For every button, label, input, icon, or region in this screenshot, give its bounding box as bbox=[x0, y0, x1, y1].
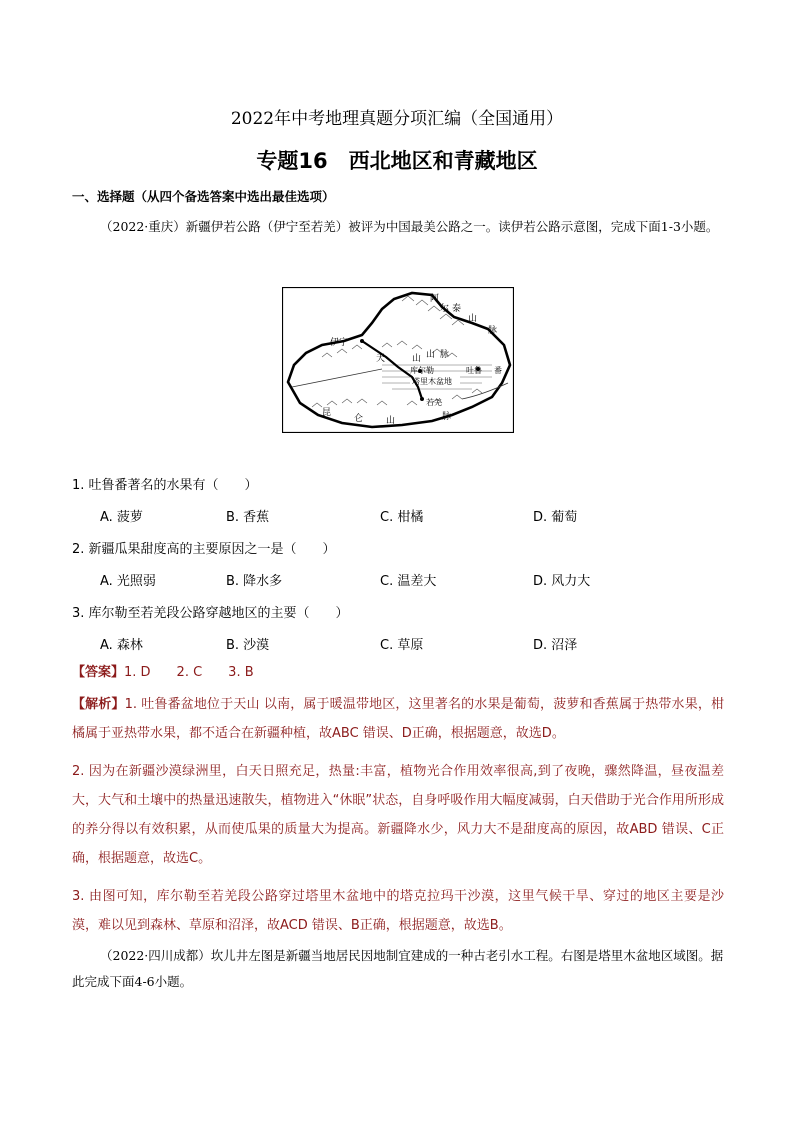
q3-option-a[interactable]: A. 森林 bbox=[100, 638, 143, 653]
map-label-kun: 昆 bbox=[322, 408, 332, 418]
analysis-tag: 【解析】 bbox=[72, 697, 125, 712]
analysis-paragraph-3: 3. 由图可知，库尔勒至若羌段公路穿过塔里木盆地中的塔克拉玛干沙漠，这里气候干旱、穿过的地区主要是沙漠，难以见到森林、草原和沼泽，故ACD 错误、B正确，根据题意，故选B。 bbox=[72, 889, 724, 933]
map-label-shan1: 山 bbox=[468, 314, 478, 324]
q2-option-b[interactable]: B. 降水多 bbox=[226, 574, 283, 589]
question-intro-4-6: （2022·四川成都）坎儿井左图是新疆当地居民因地制宜建成的一种古老引水工程。右图是塔里木盆地区域图。据此完成下面4-6小题。 bbox=[72, 948, 724, 989]
map-label-tulufan: 吐鲁 bbox=[466, 366, 482, 375]
map-label-shan2: 山 bbox=[412, 354, 422, 364]
answer-block bbox=[72, 658, 724, 687]
map-label-yining: 伊宁 bbox=[330, 338, 349, 348]
q1-option-a[interactable]: A. 菠萝 bbox=[100, 510, 143, 525]
q1-option-b[interactable]: B. 香蕉 bbox=[226, 510, 270, 525]
question-3: 3. 库尔勒至若羌段公路穿越地区的主要（ ） bbox=[72, 606, 349, 621]
question-1: 1. 吐鲁番著名的水果有（ ） bbox=[72, 478, 258, 493]
map-label-shan4: 山 bbox=[386, 416, 396, 426]
answer-tag: 【答案】 bbox=[72, 665, 125, 680]
topic-title: 专题16 西北地区和青藏地区 bbox=[256, 149, 538, 173]
q2-option-d[interactable]: D. 风力大 bbox=[533, 574, 591, 589]
map-label-lun: 仑 bbox=[354, 414, 364, 424]
map-label-shan3: 山 bbox=[426, 350, 436, 360]
question-2: 2. 新疆瓜果甜度高的主要原因之一是（ ） bbox=[72, 542, 336, 557]
q2-option-a[interactable]: A. 光照弱 bbox=[100, 574, 156, 589]
map-label-a: 阿 bbox=[430, 294, 440, 304]
q3-option-c[interactable]: C. 草原 bbox=[380, 638, 424, 653]
answer-text: 1. D 2. C 3. B bbox=[124, 665, 254, 680]
analysis-paragraph-1 bbox=[72, 690, 724, 748]
question-intro-1-3: （2022·重庆）新疆伊若公路（伊宁至若羌）被评为中国最美公路之一。读伊若公路示意图，完成下面1-3小题。 bbox=[100, 219, 719, 234]
map-label-ruoqiang: 若羌 bbox=[426, 398, 442, 407]
section-heading: 一、选择题（从四个备选答案中选出最佳选项） bbox=[72, 189, 335, 204]
map-label-mai1: 脉 bbox=[488, 326, 498, 336]
map-label-fan: 番 bbox=[494, 366, 502, 375]
document-title: 2022年中考地理真题分项汇编（全国通用） bbox=[230, 109, 564, 129]
q2-option-c[interactable]: C. 温差大 bbox=[380, 574, 437, 589]
analysis-paragraph-2: 2. 因为在新疆沙漠绿洲里，白天日照充足，热量:丰富，植物光合作用效率很高,到了夜晚，骤然降温，昼夜温差大，大气和土壤中的热量迅速散失，植物进入“休眠”状态，自身呼吸作用大幅度减弱，白天借助于光合作用所形成的养分得以有效积累，从而使瓜果的质量大为提高。新疆降水少，风力大不是甜度高的原因，故ABD 错误、C正确，根据题意，故选C。 bbox=[72, 764, 724, 866]
map-label-tai: 泰 bbox=[452, 304, 462, 314]
map-label-kuerle: 库尔勒 bbox=[410, 366, 434, 375]
map-label-tarim: 塔里木盆地 bbox=[412, 377, 452, 386]
q3-option-d[interactable]: D. 沼泽 bbox=[533, 638, 578, 653]
map-label-er: 尔 bbox=[440, 304, 450, 314]
yiruo-highway-map bbox=[282, 287, 514, 433]
analysis-text-1: 1. 吐鲁番盆地位于天山 以南，属于暖温带地区，这里著名的水果是葡萄，菠萝和香蕉属于热带水果，柑橘属于亚热带水果，都不适合在新疆种植，故ABC 错误、D正确，根据题意，故选D。 bbox=[72, 697, 724, 741]
q1-option-c[interactable]: C. 柑橘 bbox=[380, 510, 424, 525]
map-label-mai3: 脉 bbox=[442, 412, 452, 422]
map-label-tian: 天 bbox=[376, 354, 386, 364]
q1-option-d[interactable]: D. 葡萄 bbox=[533, 510, 578, 525]
q3-option-b[interactable]: B. 沙漠 bbox=[226, 638, 270, 653]
map-label-mai2: 脉 bbox=[440, 350, 450, 360]
